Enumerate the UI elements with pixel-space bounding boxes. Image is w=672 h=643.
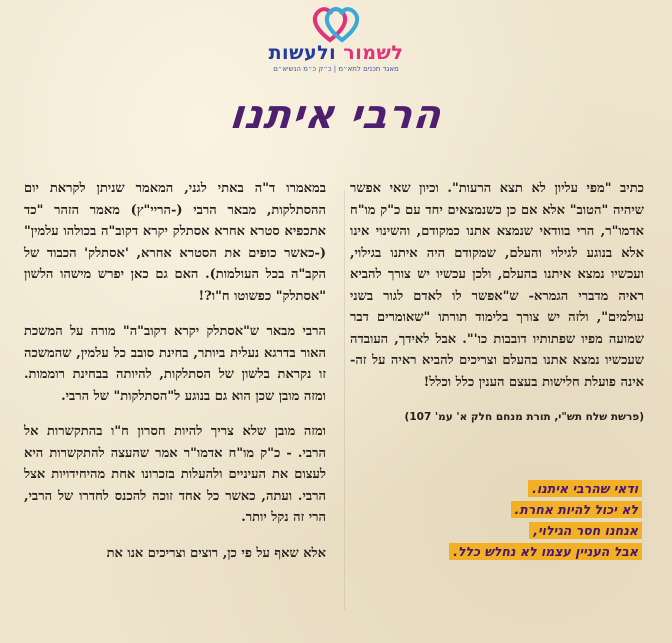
left-paragraph: במאמרו ד"ה באתי לגני, המאמר שניתן לקראת יום ההסתלקות, מבאר הרבי (-הריי"ץ) מאמר הזהר "כד אתכפיא סטרא אחרא אסתלק יקרא דקוב"ה בכולהו עלמין" (-כאשר כופים את הסטרא אחרא, 'אסתלק' הכבוד של הקב"ה בכל העולמות). האם גם כאן יפרש מישהו הלשון "אסתלק" כפשוטו ח"ו?!	[24, 181, 326, 304]
highlight-line: ודאי שהרבי איתנו.	[528, 480, 642, 497]
logo-tagline: מאגד תכנים לתא״מ | כ״ק כ״מ הנשיא״ם	[273, 65, 399, 73]
page-title: הרבי איתנו	[227, 92, 445, 138]
source-citation: (פרשת שלח תש"י, תורת מנחם חלק א' עמ' 107)	[404, 411, 644, 423]
highlight-line: לא יכול להיות אחרת.	[511, 501, 643, 518]
hearts-logo-icon	[308, 4, 364, 44]
logo-name-pink: לשמור	[343, 42, 404, 64]
logo-name	[0, 42, 672, 64]
left-paragraph: אלא שאף על פי כן, רוצים וצריכים אנו את	[106, 545, 326, 561]
left-paragraph: הרבי מבאר ש"אסתלק יקרא דקוב"ה" מורה על המשכת האור בדרגא נעלית ביותר, בחינת סובב כל עלמין, שהמשכה זו נקראת בלשון של הסתלקות, להיותה בבחינת רוממות. ומזה מובן שכן הוא גם בנוגע ל"הסתלקות" של הרבי.	[24, 324, 326, 404]
highlight-line: אנחנו חסר הגילוי,	[529, 522, 642, 539]
logo-name-blue: ולעשות	[268, 42, 337, 64]
left-paragraph: ומזה מובן שלא צריך להיות חסרון ח"ו בהתקשרות אל הרבי. - כ"ק מו"ח אדמו"ר אמר שהעצה להתקשרות היא לעצום את העיניים ולהעלות בזכרונו אחת מהיחידויות אצל הרבי. ועתה, כאשר כל אחד זוכה להכנס לחדרו של הרבי, הרי זה נקל יותר.	[24, 424, 326, 525]
logo	[0, 4, 672, 73]
highlight-block	[449, 480, 642, 564]
highlight-line: אבל העניין עצמו לא נחלש כלל.	[449, 543, 642, 560]
right-column	[350, 178, 644, 429]
right-column-body: כתיב "מפי עליון לא תצא הרעות". וכיון שאי אפשר שיהיה "הטוב" אלא אם כן כשנמצאים יחד עם כ"ק מו"ח אדמו"ר, הרי בוודאי שנמצא אתנו כמקודם, והשינוי אינו אלא בנוגע לגילוי והעלם, שמקודם היה איתנו בגילוי, ועכשיו נמצא איתנו בהעלם, ולכן עכשיו יש צורך להביא ראיה מדברי הגמרא- ש"אפשר לו לאדם לגור בשני עולמים", ולזה יש צורך בלימוד תורתו "שאומרים דבר שמועה מפיו שפתותיו דובבות כו'". אבל לאידך, העובדה שעכשיו נמצא אתנו בהעלם וצריכים להביא ראיה על זה- אינה פועלת חלישות בעצם הענין כלל וכלל!	[350, 181, 644, 390]
left-column	[24, 178, 326, 578]
column-divider	[344, 190, 345, 610]
